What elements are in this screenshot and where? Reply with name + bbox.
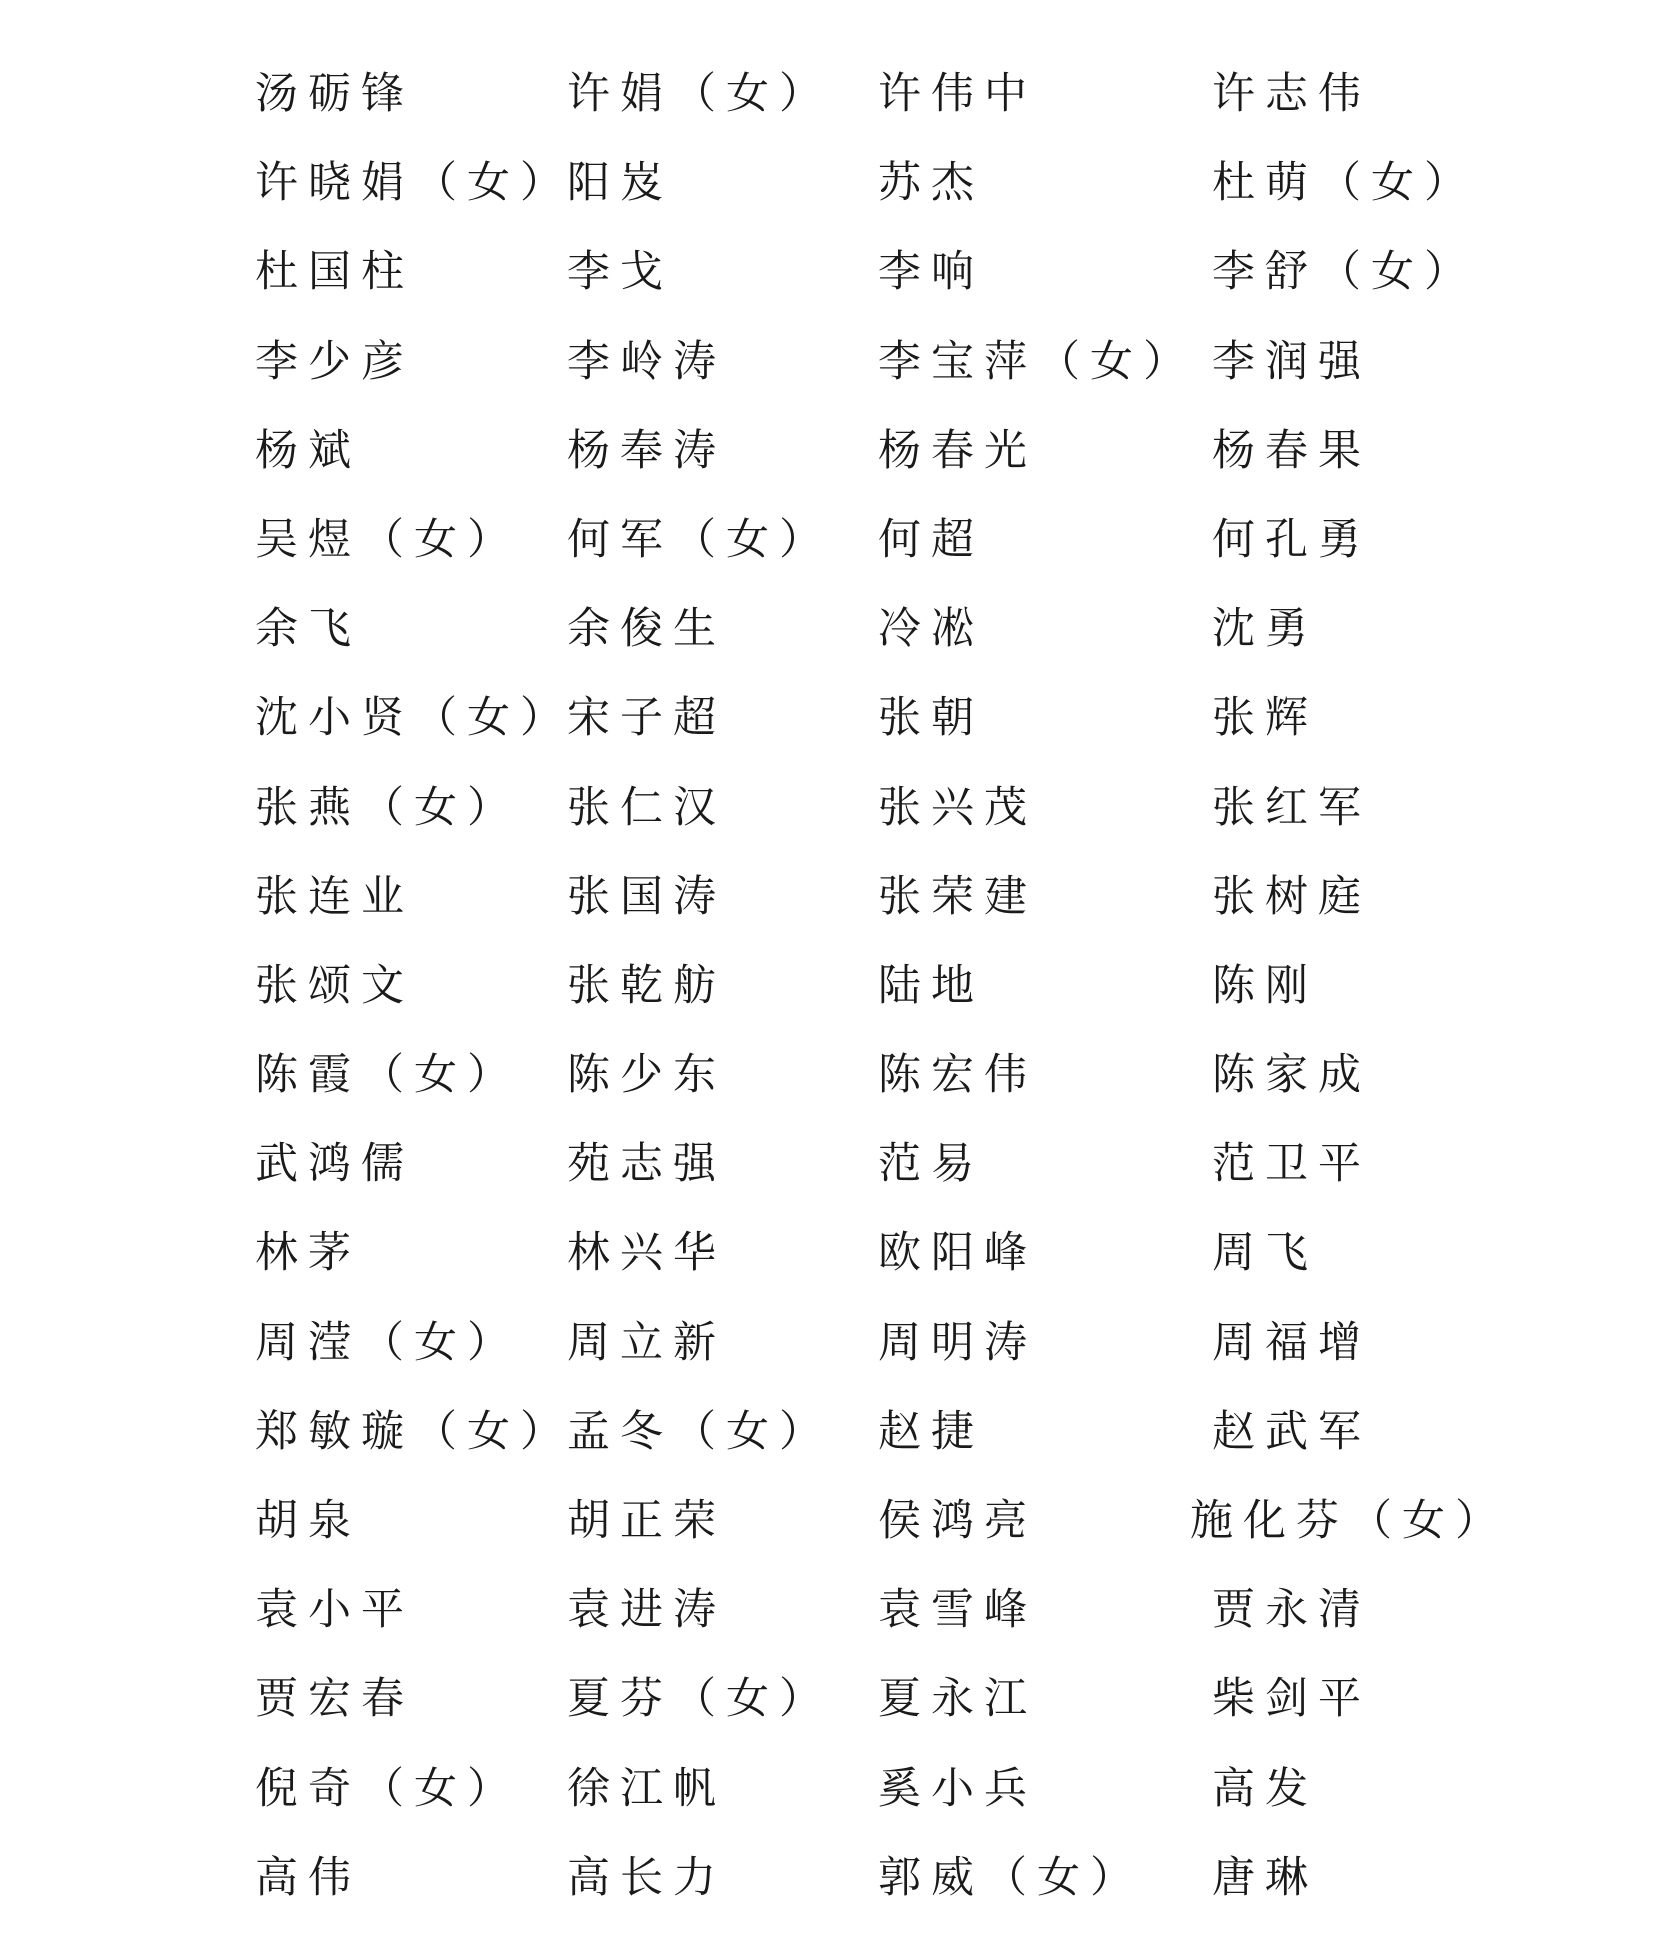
name-entry: 宋子超	[567, 693, 726, 744]
name-entry: 杨奉涛	[567, 425, 726, 476]
name-entry: 许志伟	[1212, 69, 1371, 119]
name-entry: 周滢（女）	[255, 1317, 520, 1368]
name-entry: 陆地	[878, 960, 984, 1011]
name-entry: 张荣建	[878, 871, 1037, 922]
name-row	[0, 680, 1654, 769]
name-entry: 夏芬（女）	[567, 1674, 832, 1725]
name-row	[0, 324, 1654, 413]
name-entry: 许晓娟（女）	[255, 158, 573, 209]
name-row	[0, 502, 1654, 591]
name-entry: 杨斌	[255, 425, 361, 476]
name-entry: 杜萌（女）	[1212, 158, 1477, 209]
name-row	[0, 1126, 1654, 1215]
name-entry: 沈小贤（女）	[255, 693, 573, 744]
name-entry: 林兴华	[567, 1228, 726, 1279]
name-row	[0, 1037, 1654, 1126]
name-entry: 张国涛	[567, 871, 726, 922]
name-row	[0, 591, 1654, 680]
name-entry: 余俊生	[567, 604, 726, 655]
name-entry: 胡泉	[255, 1496, 361, 1546]
name-entry: 唐琳	[1212, 1852, 1318, 1903]
name-entry: 奚小兵	[878, 1763, 1037, 1814]
name-row	[0, 859, 1654, 948]
name-entry: 孟冬（女）	[567, 1406, 832, 1457]
name-row	[0, 56, 1654, 145]
name-row	[0, 948, 1654, 1037]
name-entry: 张仁汉	[567, 782, 726, 833]
name-entry: 张辉	[1212, 693, 1318, 744]
name-entry: 周飞	[1212, 1228, 1318, 1279]
name-list	[0, 56, 1654, 1929]
name-entry: 张朝	[878, 693, 984, 744]
name-entry: 张乾舫	[567, 960, 726, 1011]
name-entry: 杨春果	[1212, 425, 1371, 476]
name-entry: 李岭涛	[567, 336, 726, 387]
name-entry: 周立新	[567, 1317, 726, 1368]
name-row	[0, 1661, 1654, 1750]
name-entry: 陈家成	[1212, 1050, 1371, 1101]
name-entry: 袁雪峰	[878, 1585, 1037, 1636]
name-entry: 陈少东	[567, 1050, 726, 1101]
name-row	[0, 1394, 1654, 1483]
name-entry: 陈刚	[1212, 960, 1318, 1011]
name-entry: 苏杰	[878, 158, 984, 209]
name-entry: 高伟	[255, 1852, 361, 1903]
name-row	[0, 1215, 1654, 1304]
name-row	[0, 413, 1654, 502]
name-entry: 李宝萍（女）	[878, 336, 1196, 387]
name-entry: 林茅	[255, 1228, 361, 1279]
name-entry: 何超	[878, 514, 984, 565]
name-entry: 吴煜（女）	[255, 514, 520, 565]
name-entry: 贾永清	[1212, 1585, 1371, 1636]
name-entry: 阳岌	[567, 158, 673, 209]
name-entry: 夏永江	[878, 1674, 1037, 1725]
name-entry: 欧阳峰	[878, 1228, 1037, 1279]
name-entry: 张红军	[1212, 782, 1371, 833]
name-entry: 徐江帆	[567, 1763, 726, 1814]
name-entry: 张兴茂	[878, 782, 1037, 833]
name-row	[0, 1483, 1654, 1572]
name-entry: 陈宏伟	[878, 1050, 1037, 1101]
name-entry: 陈霞（女）	[255, 1050, 520, 1101]
name-entry: 苑志强	[567, 1139, 726, 1190]
name-entry: 张颂文	[255, 960, 414, 1011]
name-row	[0, 234, 1654, 323]
name-entry: 李舒（女）	[1212, 247, 1477, 298]
name-entry: 武鸿儒	[255, 1139, 414, 1190]
name-entry: 余飞	[255, 604, 361, 655]
name-entry: 胡正荣	[567, 1496, 726, 1546]
name-entry: 赵武军	[1212, 1406, 1371, 1457]
name-row	[0, 770, 1654, 859]
name-row	[0, 1305, 1654, 1394]
name-entry: 许伟中	[878, 69, 1037, 119]
name-entry: 赵捷	[878, 1406, 984, 1457]
name-entry: 李响	[878, 247, 984, 298]
name-entry: 范卫平	[1212, 1139, 1371, 1190]
name-row	[0, 1751, 1654, 1840]
name-entry: 张树庭	[1212, 871, 1371, 922]
name-entry: 柴剑平	[1212, 1674, 1371, 1725]
name-entry: 沈勇	[1212, 604, 1318, 655]
name-entry: 郭威（女）	[878, 1852, 1143, 1903]
name-entry: 郑敏璇（女）	[255, 1406, 573, 1457]
name-entry: 范易	[878, 1139, 984, 1190]
name-entry: 杨春光	[878, 425, 1037, 476]
name-entry: 何孔勇	[1212, 514, 1371, 565]
name-row	[0, 1840, 1654, 1929]
name-entry: 施化芬（女）	[1190, 1496, 1508, 1546]
name-entry: 贾宏春	[255, 1674, 414, 1725]
name-row	[0, 1572, 1654, 1661]
name-entry: 李润强	[1212, 336, 1371, 387]
name-entry: 袁小平	[255, 1585, 414, 1636]
name-entry: 李戈	[567, 247, 673, 298]
name-entry: 高长力	[567, 1852, 726, 1903]
name-entry: 张连业	[255, 871, 414, 922]
name-entry: 侯鸿亮	[878, 1496, 1037, 1546]
name-entry: 袁进涛	[567, 1585, 726, 1636]
name-entry: 杜国柱	[255, 247, 414, 298]
name-entry: 周明涛	[878, 1317, 1037, 1368]
name-entry: 张燕（女）	[255, 782, 520, 833]
name-entry: 许娟（女）	[567, 69, 832, 119]
name-entry: 高发	[1212, 1763, 1318, 1814]
name-row	[0, 145, 1654, 234]
name-entry: 李少彦	[255, 336, 414, 387]
name-entry: 汤砺锋	[255, 69, 414, 119]
name-entry: 冷凇	[878, 604, 984, 655]
name-entry: 周福增	[1212, 1317, 1371, 1368]
name-entry: 何军（女）	[567, 514, 832, 565]
name-entry: 倪奇（女）	[255, 1763, 520, 1814]
